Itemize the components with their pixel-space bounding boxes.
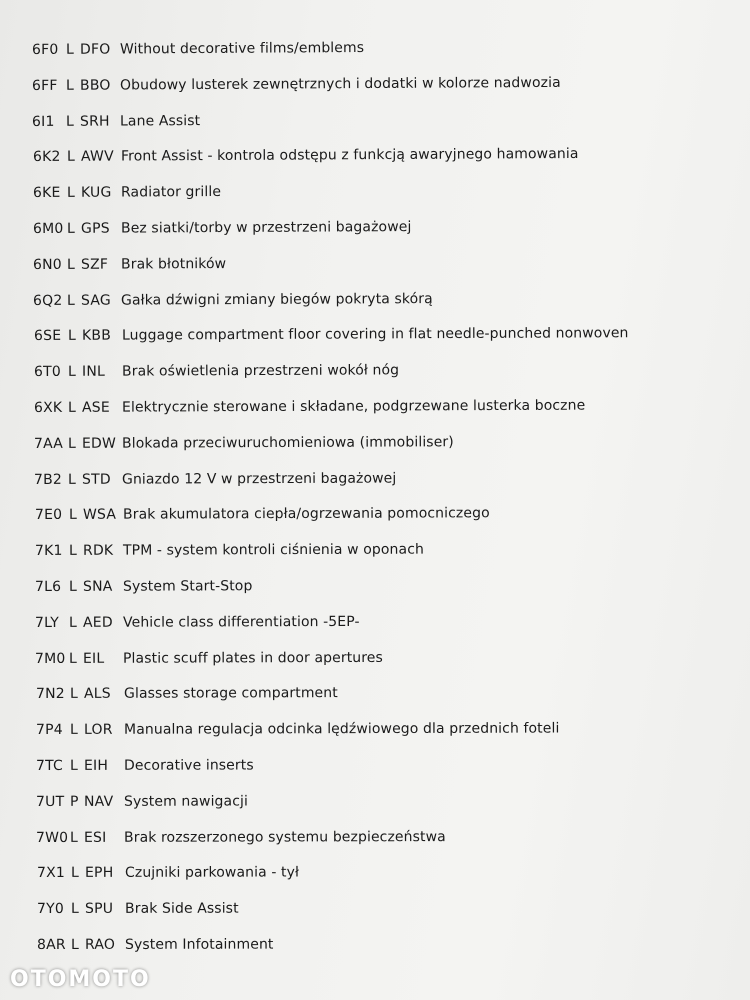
equipment-row bbox=[32, 75, 561, 94]
equipment-description: Gałka dźwigni zmiany biegów pokryta skórą bbox=[121, 290, 434, 309]
equipment-flag: L bbox=[67, 363, 76, 381]
equipment-description: Gniazdo 12 V w przestrzeni bagażowej bbox=[122, 470, 397, 488]
equipment-code: 6K2 bbox=[32, 149, 61, 166]
equipment-flag: L bbox=[67, 292, 76, 309]
equipment-description: Brak Side Assist bbox=[124, 900, 239, 918]
equipment-description: Brak błotników bbox=[121, 255, 227, 273]
equipment-option-code: KUG bbox=[80, 184, 112, 201]
equipment-code: 6M0 bbox=[32, 220, 64, 237]
equipment-row bbox=[35, 578, 252, 595]
equipment-row bbox=[35, 542, 424, 559]
equipment-row bbox=[37, 901, 239, 917]
equipment-option-code: LOR bbox=[83, 721, 113, 739]
equipment-row bbox=[35, 650, 383, 667]
equipment-flag: L bbox=[69, 614, 78, 631]
equipment-row bbox=[34, 363, 399, 381]
equipment-option-code: EIH bbox=[83, 757, 109, 774]
otomoto-watermark: OTOMOTO bbox=[10, 967, 151, 992]
equipment-option-code: INL bbox=[81, 363, 105, 380]
equipment-code: 7E0 bbox=[34, 507, 62, 524]
equipment-description: System nawigacji bbox=[124, 793, 249, 810]
equipment-description: Brak akumulatora ciepła/ogrzewania pomocniczego bbox=[122, 505, 490, 524]
equipment-row bbox=[35, 506, 490, 524]
equipment-code: 6N0 bbox=[33, 256, 63, 273]
equipment-option-code: RDK bbox=[82, 542, 114, 560]
equipment-flag: L bbox=[70, 865, 79, 882]
equipment-row bbox=[34, 470, 396, 487]
equipment-code: 7M0 bbox=[35, 650, 66, 667]
equipment-row bbox=[36, 829, 446, 846]
equipment-flag: L bbox=[67, 328, 76, 345]
equipment-row bbox=[32, 40, 364, 58]
equipment-option-code: EDW bbox=[82, 435, 117, 452]
equipment-description: Decorative inserts bbox=[123, 757, 254, 774]
equipment-description: Glasses storage compartment bbox=[123, 685, 338, 703]
equipment-option-code: WSA bbox=[82, 507, 116, 524]
equipment-row bbox=[36, 685, 338, 702]
equipment-description: Vehicle class differentiation -5EP- bbox=[123, 613, 360, 631]
equipment-code: 6I1 bbox=[32, 113, 55, 130]
equipment-option-code: AWV bbox=[80, 148, 114, 166]
equipment-option-code: SPU bbox=[84, 901, 113, 918]
equipment-option-code: ASE bbox=[81, 399, 110, 416]
equipment-flag: L bbox=[67, 256, 76, 273]
equipment-flag: L bbox=[70, 829, 79, 846]
equipment-flag: L bbox=[69, 686, 78, 703]
equipment-flag: L bbox=[66, 113, 75, 130]
equipment-flag: L bbox=[69, 757, 78, 774]
equipment-code: 8AR bbox=[36, 936, 66, 953]
equipment-code: 6T0 bbox=[33, 364, 61, 381]
equipment-option-code: ESI bbox=[84, 829, 107, 846]
equipment-option-code: SNA bbox=[82, 578, 113, 595]
equipment-description: Lane Assist bbox=[120, 112, 201, 130]
equipment-row bbox=[36, 757, 254, 774]
equipment-description: Blokada przeciwuruchomieniowa (immobiliser) bbox=[122, 434, 455, 452]
equipment-row bbox=[33, 146, 579, 165]
equipment-description: Without decorative films/emblems bbox=[119, 39, 365, 58]
equipment-flag: L bbox=[70, 936, 79, 953]
equipment-description: Plastic scuff plates in door apertures bbox=[123, 649, 384, 667]
equipment-code: 6XK bbox=[33, 399, 63, 416]
equipment-code: 7L6 bbox=[34, 578, 62, 595]
equipment-description: Manualna regulacja odcinka lędźwiowego dla przednich foteli bbox=[123, 720, 560, 738]
equipment-code: 6FF bbox=[32, 77, 58, 94]
equipment-code: 7LY bbox=[35, 614, 60, 631]
equipment-option-code: SAG bbox=[81, 292, 112, 309]
equipment-code: 7TC bbox=[35, 757, 64, 774]
equipment-flag: L bbox=[66, 77, 75, 94]
equipment-row bbox=[35, 614, 360, 631]
equipment-flag: L bbox=[66, 149, 75, 166]
equipment-option-code: EIL bbox=[83, 650, 105, 667]
equipment-flag: L bbox=[68, 543, 77, 560]
equipment-row bbox=[37, 937, 274, 953]
equipment-code: 6F0 bbox=[31, 41, 59, 58]
equipment-row bbox=[34, 434, 454, 452]
equipment-code: 7W0 bbox=[36, 829, 69, 846]
equipment-description: Brak oświetlenia przestrzeni wokół nóg bbox=[121, 362, 399, 380]
equipment-description: Bez siatki/torby w przestrzeni bagażowej bbox=[120, 219, 412, 237]
equipment-description: Brak rozszerzonego systemu bezpieczeństwa bbox=[124, 828, 447, 846]
equipment-code: 7N2 bbox=[35, 686, 65, 703]
equipment-description: Elektrycznie sterowane i składane, podgrzewane lusterka boczne bbox=[121, 397, 586, 416]
equipment-code: 6Q2 bbox=[33, 292, 63, 309]
equipment-flag: L bbox=[69, 650, 78, 667]
equipment-row bbox=[34, 326, 629, 345]
equipment-option-code: EPH bbox=[84, 865, 114, 882]
equipment-row bbox=[33, 219, 412, 237]
equipment-code: 7K1 bbox=[34, 543, 63, 560]
equipment-code: 7P4 bbox=[35, 722, 63, 739]
equipment-flag: L bbox=[66, 184, 75, 202]
equipment-row bbox=[33, 256, 226, 273]
equipment-option-code: RAO bbox=[84, 936, 116, 953]
equipment-flag: L bbox=[68, 435, 77, 452]
equipment-flag: L bbox=[68, 471, 77, 488]
equipment-option-code: ALS bbox=[83, 686, 111, 703]
equipment-flag: L bbox=[68, 507, 77, 524]
equipment-row bbox=[34, 398, 585, 416]
equipment-flag: L bbox=[70, 901, 79, 918]
equipment-option-code: STD bbox=[82, 471, 112, 488]
equipment-option-code: KBB bbox=[81, 328, 111, 345]
equipment-description: System Infotainment bbox=[124, 936, 274, 953]
equipment-description: Radiator grille bbox=[120, 184, 221, 201]
equipment-option-code: NAV bbox=[84, 793, 114, 810]
equipment-flag: L bbox=[67, 399, 76, 416]
equipment-description: Czujniki parkowania - tył bbox=[124, 864, 299, 882]
equipment-option-code: BBO bbox=[80, 77, 111, 94]
equipment-code: 7Y0 bbox=[36, 901, 64, 918]
equipment-description: Obudowy lusterek zewnętrznych i dodatki w kolorze nadwozia bbox=[120, 74, 561, 94]
equipment-option-code: DFO bbox=[79, 41, 111, 58]
equipment-description: Luggage compartment floor covering in flat needle-punched nonwoven bbox=[121, 325, 629, 344]
equipment-option-code: AED bbox=[83, 614, 114, 631]
equipment-code: 6SE bbox=[33, 328, 61, 345]
equipment-description: System Start-Stop bbox=[122, 578, 253, 595]
equipment-code: 6KE bbox=[32, 185, 61, 202]
equipment-row bbox=[33, 291, 433, 309]
equipment-row bbox=[36, 721, 559, 738]
equipment-row bbox=[32, 113, 200, 130]
equipment-flag: L bbox=[66, 220, 75, 237]
equipment-row bbox=[33, 184, 221, 201]
equipment-row bbox=[36, 793, 248, 810]
equipment-option-code: SZF bbox=[81, 256, 109, 273]
equipment-flag: L bbox=[68, 578, 77, 595]
equipment-flag: L bbox=[69, 722, 78, 739]
equipment-option-code: GPS bbox=[80, 220, 110, 237]
equipment-flag: L bbox=[65, 41, 74, 58]
equipment-description: TPM - system kontroli ciśnienia w oponach bbox=[122, 541, 424, 559]
equipment-code: 7X1 bbox=[36, 865, 65, 882]
equipment-code: 7UT bbox=[36, 793, 65, 810]
equipment-option-code: SRH bbox=[80, 113, 111, 130]
equipment-flag: P bbox=[70, 793, 79, 810]
equipment-description: Front Assist - kontrola odstępu z funkcją awaryjnego hamowania bbox=[120, 146, 579, 165]
equipment-code: 7AA bbox=[34, 435, 64, 452]
equipment-row bbox=[37, 865, 299, 882]
equipment-code: 7B2 bbox=[34, 471, 63, 488]
